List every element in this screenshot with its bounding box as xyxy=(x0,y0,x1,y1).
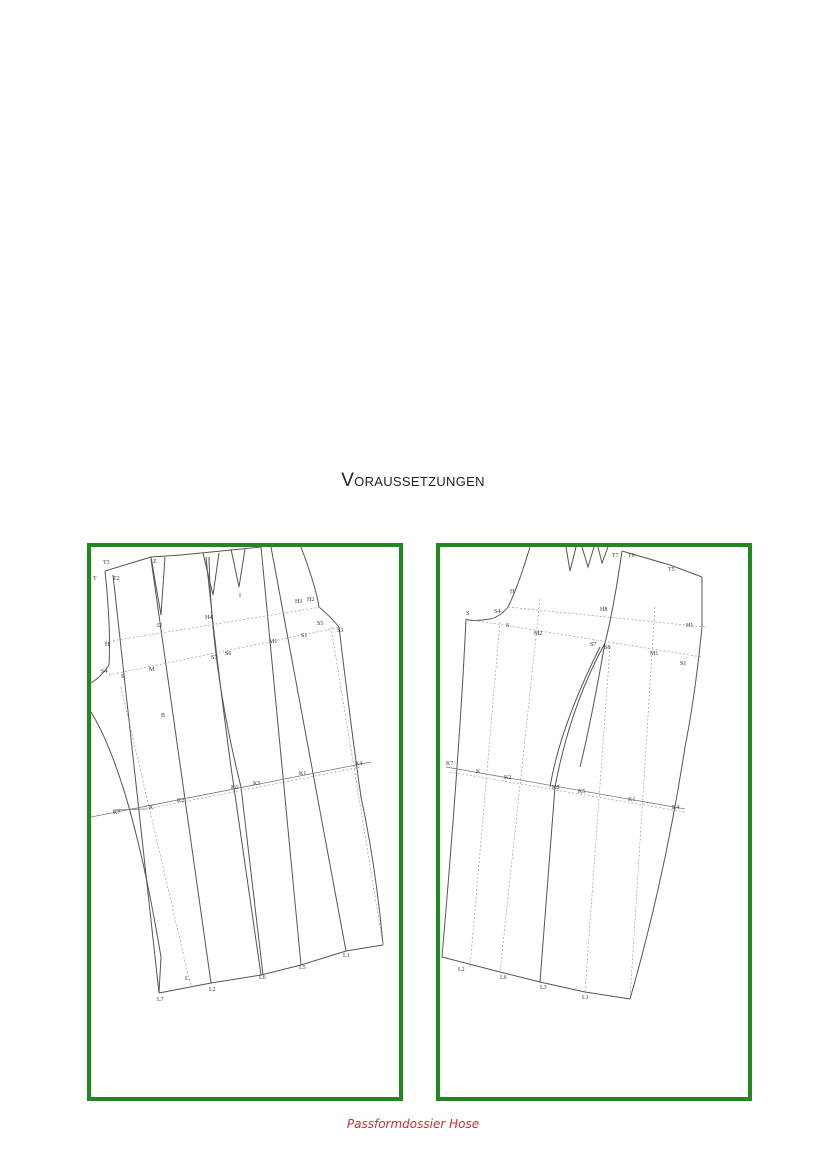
point-label: K1 xyxy=(299,771,307,777)
point-label: I xyxy=(239,593,241,599)
point-label: H3 xyxy=(295,599,303,605)
page-title: Voraussetzungen xyxy=(341,470,485,491)
point-label: L xyxy=(185,976,189,982)
point-label: K5 xyxy=(578,789,586,795)
point-label: M1 xyxy=(650,651,659,657)
point-label: L1 xyxy=(582,995,589,1001)
point-label: S xyxy=(121,674,125,680)
point-label: L1 xyxy=(343,953,350,959)
point-label: L7 xyxy=(157,997,164,1003)
point-label: H2 xyxy=(307,597,315,603)
point-label: S8 xyxy=(604,645,611,651)
point-label: H4 xyxy=(205,615,213,621)
point-label: B xyxy=(161,713,166,719)
point-label: K7 xyxy=(446,761,454,767)
point-label: S4 xyxy=(101,669,108,675)
point-label: L6 xyxy=(500,975,507,981)
point-label: S3 xyxy=(337,628,344,634)
point-label: S1 xyxy=(301,633,308,639)
left-point-labels xyxy=(93,559,362,1003)
pattern-figure-right xyxy=(436,543,752,1101)
point-label: S4 xyxy=(494,609,501,615)
point-label: L6 xyxy=(259,975,266,981)
point-label: K5 xyxy=(253,781,261,787)
point-label: T7 xyxy=(612,553,619,559)
point-label: M1 xyxy=(269,639,278,645)
point-label: S5 xyxy=(317,621,324,627)
point-label: T2 xyxy=(113,576,120,582)
point-label: K6 xyxy=(231,785,239,791)
point-label: S6 xyxy=(225,651,232,657)
point-label: K4 xyxy=(672,805,680,811)
point-label: S xyxy=(466,611,470,617)
point-label: K xyxy=(476,769,481,775)
point-label: T3 xyxy=(103,560,110,566)
point-label: L3 xyxy=(540,985,547,991)
point-label: K8 xyxy=(552,785,560,791)
point-label: S7 xyxy=(211,655,218,661)
point-label: L2 xyxy=(209,987,216,993)
page-footer: Passformdossier Hose xyxy=(346,1117,480,1131)
point-label: L5 xyxy=(299,965,306,971)
point-label: K4 xyxy=(355,761,363,767)
trouser-pattern-front-drawing xyxy=(91,547,399,1097)
point-label: T6 xyxy=(628,553,635,559)
point-label: K2 xyxy=(504,775,512,781)
point-label: K xyxy=(149,805,154,811)
point-label: K7 xyxy=(113,810,121,816)
point-label: S1 xyxy=(680,661,687,667)
point-label: Z xyxy=(153,559,157,565)
point-label: M xyxy=(149,667,155,673)
point-label: I2 xyxy=(157,623,162,629)
point-label: H xyxy=(105,642,110,648)
point-label: H8 xyxy=(600,607,608,613)
point-label: K2 xyxy=(177,798,185,804)
pattern-figure-left xyxy=(87,543,403,1101)
point-label: H xyxy=(510,589,515,595)
point-label: M2 xyxy=(534,631,543,637)
point-label: S7 xyxy=(590,642,597,648)
trouser-pattern-back-drawing xyxy=(440,547,748,1097)
point-label: S xyxy=(506,623,510,629)
point-label: T5 xyxy=(668,567,675,573)
point-label: H1 xyxy=(686,623,694,629)
point-label: K1 xyxy=(628,797,636,803)
point-label: T xyxy=(93,576,97,582)
point-label: L2 xyxy=(458,967,465,973)
